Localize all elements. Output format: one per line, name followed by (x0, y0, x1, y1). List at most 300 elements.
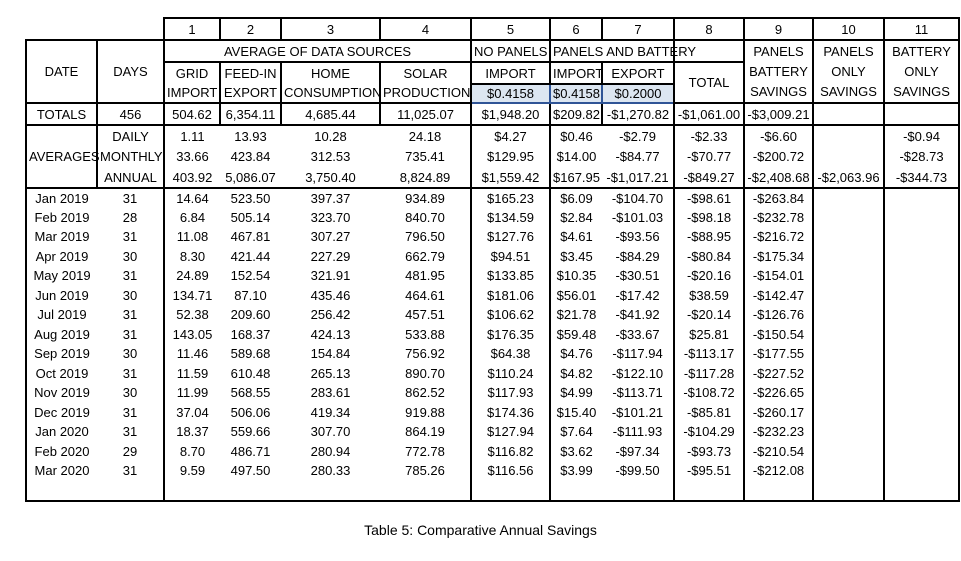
month-value-cell: -$85.81 (674, 403, 744, 423)
month-value-cell: $165.23 (471, 188, 550, 208)
month-value-cell: 87.10 (234, 287, 267, 303)
month-value-cell (884, 442, 959, 462)
month-row (26, 422, 959, 442)
averages-value: -$344.73 (884, 167, 959, 188)
month-value-cell: 424.13 (310, 326, 351, 342)
header-line: ONLY (904, 63, 939, 79)
month-value-cell: 9.59 (179, 463, 206, 479)
month-value-cell (884, 364, 959, 384)
month-row (26, 305, 959, 325)
month-value-cell: 421.44 (230, 248, 271, 264)
month-date-cell: Jul 2019 (26, 305, 97, 325)
totals-value: $1,948.20 (471, 103, 550, 125)
month-value-cell: $116.56 (471, 461, 550, 481)
header-line: SAVINGS (820, 83, 877, 99)
header-line: BATTERY (892, 43, 951, 59)
month-days-cell: 31 (97, 188, 164, 208)
month-value-cell: 934.89 (405, 190, 445, 206)
month-value-cell (813, 422, 884, 442)
month-value-cell: $21.78 (550, 305, 602, 325)
averages-value: 403.92 (164, 167, 220, 188)
month-value-cell: 256.42 (310, 307, 351, 323)
month-value-cell: -$117.94 (612, 346, 663, 362)
month-value-cell: $64.38 (471, 344, 550, 364)
averages-value: 33.66 (176, 149, 209, 164)
month-value-cell: -$97.34 (615, 443, 660, 459)
month-value-cell: $10.35 (550, 266, 602, 286)
month-row (26, 266, 959, 286)
month-value-cell: 862.52 (405, 385, 445, 401)
month-value-cell: -$263.84 (744, 188, 813, 208)
month-value-cell: 506.06 (230, 404, 271, 420)
month-value-cell: 486.71 (230, 443, 271, 459)
header-pb-import: IMPORT (550, 62, 602, 84)
month-value-cell (813, 286, 884, 306)
month-value-cell (884, 344, 959, 364)
header-line: SAVINGS (893, 83, 950, 99)
averages-value: 312.53 (310, 149, 351, 164)
totals-label: TOTALS (26, 103, 97, 125)
header-days: DAYS (97, 40, 164, 103)
col-number-11: 11 (884, 18, 959, 40)
averages-period: ANNUAL (97, 167, 164, 188)
month-row (26, 188, 959, 208)
month-value-cell (884, 325, 959, 345)
averages-value: $0.46 (550, 125, 602, 146)
month-value-cell: $3.62 (550, 442, 602, 462)
month-value-cell: -$93.56 (615, 229, 660, 245)
month-date-cell: Mar 2020 (26, 461, 97, 481)
rate-no-panels-import: $0.4158 (471, 84, 550, 103)
month-value-cell: 265.13 (310, 365, 351, 381)
month-value-cell: -$177.55 (744, 344, 813, 364)
month-value-cell: 610.48 (230, 365, 271, 381)
col-number-10: 10 (813, 18, 884, 40)
month-value-cell: 321.91 (310, 268, 351, 284)
month-date-cell: Aug 2019 (26, 325, 97, 345)
month-value-cell (884, 266, 959, 286)
month-date-cell: Dec 2019 (26, 403, 97, 423)
averages-label: AVERAGES (26, 125, 97, 188)
header-home-consumption (281, 62, 380, 103)
month-value-cell: 11.99 (176, 385, 209, 401)
month-value-cell: -$216.72 (744, 227, 813, 247)
month-value-cell (884, 383, 959, 403)
month-value-cell: $106.62 (471, 305, 550, 325)
month-value-cell: 559.66 (230, 424, 271, 440)
month-value-cell: -$113.17 (674, 344, 744, 364)
header-group-average-of-data-sources: AVERAGE OF DATA SOURCES (164, 40, 471, 62)
month-value-cell: $2.84 (550, 208, 602, 228)
month-value-cell (884, 286, 959, 306)
totals-value: $209.82 (550, 103, 602, 125)
totals-row (26, 103, 959, 125)
month-date-cell: Feb 2020 (26, 442, 97, 462)
month-value-cell: 24.89 (176, 268, 209, 284)
averages-value: -$2,063.96 (813, 167, 884, 188)
averages-annual-row (26, 167, 959, 188)
header-line: PANELS (823, 43, 874, 59)
empty-cell (884, 481, 959, 501)
month-value-cell: -$30.51 (615, 268, 660, 284)
table-caption: Table 5: Comparative Annual Savings (364, 522, 597, 538)
empty-cell (602, 481, 674, 501)
empty-cell (220, 481, 281, 501)
corner-blank (97, 18, 164, 40)
month-days-cell: 31 (97, 364, 164, 384)
header-line: SOLAR (403, 65, 448, 81)
month-date-cell: Nov 2019 (26, 383, 97, 403)
month-days-cell: 31 (97, 227, 164, 247)
averages-value: -$28.73 (884, 146, 959, 167)
month-value-cell: $38.59 (674, 286, 744, 306)
month-value-cell: 772.78 (405, 443, 445, 459)
month-value-cell: 168.37 (230, 326, 271, 342)
header-grid-import (164, 62, 220, 103)
totals-value: -$1,061.00 (674, 103, 744, 125)
month-value-cell: 11.59 (176, 365, 209, 381)
rate-pb-export: $0.2000 (602, 84, 674, 103)
month-value-cell: -$99.50 (615, 463, 660, 479)
month-value-cell: -$20.14 (674, 305, 744, 325)
header-line: FEED-IN (224, 65, 277, 81)
month-value-cell (813, 344, 884, 364)
averages-value: -$200.72 (744, 146, 813, 167)
month-value-cell: -$227.52 (744, 364, 813, 384)
averages-value: $1,559.42 (471, 167, 550, 188)
month-value-cell: 785.26 (405, 463, 445, 479)
totals-value: 4,685.44 (281, 103, 380, 125)
header-line: BATTERY (749, 63, 808, 79)
month-value-cell: $127.76 (471, 227, 550, 247)
month-value-cell: $181.06 (471, 286, 550, 306)
empty-bottom-row (26, 481, 959, 501)
month-value-cell: 52.38 (176, 307, 209, 323)
group-header-row (26, 40, 959, 62)
month-value-cell (884, 305, 959, 325)
header-group-panels-and-battery: PANELS AND BATTERY (550, 40, 674, 62)
month-value-cell: $110.24 (471, 364, 550, 384)
month-value-cell: $56.01 (550, 286, 602, 306)
rate-pb-import: $0.4158 (550, 84, 602, 103)
month-value-cell: $134.59 (471, 208, 550, 228)
averages-period: DAILY (97, 125, 164, 146)
month-row (26, 247, 959, 267)
month-row (26, 442, 959, 462)
month-value-cell (884, 227, 959, 247)
month-date-cell: Sep 2019 (26, 344, 97, 364)
month-days-cell: 31 (97, 461, 164, 481)
header-group-no-panels: NO PANELS (471, 40, 550, 62)
month-days-cell: 29 (97, 442, 164, 462)
month-value-cell: 280.94 (310, 443, 351, 459)
empty-cell (380, 481, 471, 501)
empty-cell (164, 481, 220, 501)
month-value-cell: $174.36 (471, 403, 550, 423)
month-value-cell: $4.76 (550, 344, 602, 364)
averages-value: $4.27 (471, 125, 550, 146)
month-row (26, 461, 959, 481)
month-value-cell (813, 227, 884, 247)
header-total: TOTAL (674, 62, 744, 103)
averages-value: 24.18 (408, 128, 442, 144)
month-value-cell: -$84.29 (615, 248, 660, 264)
month-days-cell: 31 (97, 403, 164, 423)
month-row (26, 227, 959, 247)
month-value-cell: -$41.92 (615, 307, 660, 323)
month-days-cell: 31 (97, 305, 164, 325)
month-value-cell: 283.61 (310, 385, 351, 401)
month-row (26, 403, 959, 423)
month-value-cell: -$175.34 (744, 247, 813, 267)
month-value-cell: $3.99 (550, 461, 602, 481)
month-value-cell: 464.61 (405, 287, 445, 303)
averages-value: 5,086.07 (220, 167, 281, 188)
month-value-cell: -$150.54 (744, 325, 813, 345)
month-value-cell (813, 461, 884, 481)
month-value-cell: 589.68 (230, 346, 271, 362)
totals-value: 11,025.07 (380, 103, 471, 125)
month-row (26, 344, 959, 364)
month-value-cell: -$80.84 (674, 247, 744, 267)
month-value-cell: 11.08 (176, 229, 209, 245)
empty-cell (281, 481, 380, 501)
month-date-cell: Jun 2019 (26, 286, 97, 306)
month-value-cell (813, 403, 884, 423)
month-value-cell: 307.27 (310, 229, 351, 245)
month-row (26, 286, 959, 306)
month-value-cell: 8.70 (179, 443, 206, 459)
empty-cell (674, 481, 744, 501)
header-pb-export: EXPORT (602, 62, 674, 84)
month-value-cell: $116.82 (471, 442, 550, 462)
header-no-panels-import: IMPORT (471, 62, 550, 84)
month-value-cell: 18.37 (176, 424, 209, 440)
month-value-cell: $127.94 (471, 422, 550, 442)
col-number-7: 7 (602, 18, 674, 40)
month-days-cell: 31 (97, 325, 164, 345)
header-line: CONSUMPTION (284, 84, 382, 100)
month-value-cell: -$142.47 (744, 286, 813, 306)
month-value-cell: -$101.03 (611, 209, 664, 225)
month-value-cell: 919.88 (405, 404, 445, 420)
averages-daily-row (26, 125, 959, 146)
month-value-cell: 397.37 (310, 190, 351, 206)
averages-value: -$2,408.68 (744, 167, 813, 188)
averages-value: -$849.27 (674, 167, 744, 188)
col-number-4: 4 (380, 18, 471, 40)
averages-value: -$84.77 (615, 149, 660, 164)
month-value-cell: -$122.10 (611, 365, 664, 381)
averages-value: 3,750.40 (281, 167, 380, 188)
header-line: ONLY (831, 63, 866, 79)
month-value-cell (813, 247, 884, 267)
month-value-cell: $133.85 (471, 266, 550, 286)
header-panels-battery-savings (744, 40, 813, 103)
averages-value: -$1,017.21 (602, 167, 674, 188)
month-value-cell: 840.70 (405, 209, 445, 225)
month-date-cell: Jan 2020 (26, 422, 97, 442)
month-value-cell: -$117.28 (674, 364, 744, 384)
totals-value: -$1,270.82 (602, 103, 674, 125)
month-date-cell: Feb 2019 (26, 208, 97, 228)
month-value-cell (884, 208, 959, 228)
averages-value: -$6.60 (744, 125, 813, 146)
averages-value: 10.28 (314, 128, 347, 144)
averages-value: 423.84 (230, 149, 271, 164)
month-value-cell: 890.70 (405, 365, 445, 381)
month-value-cell: -$33.67 (615, 326, 660, 342)
month-row (26, 364, 959, 384)
month-value-cell: -$95.51 (674, 461, 744, 481)
month-value-cell: 11.46 (176, 346, 209, 362)
month-value-cell: 481.95 (405, 268, 445, 284)
month-days-cell: 30 (97, 247, 164, 267)
averages-value: -$70.77 (674, 146, 744, 167)
month-value-cell: 8.30 (179, 248, 206, 264)
month-value-cell: -$104.29 (674, 422, 744, 442)
month-value-cell (813, 442, 884, 462)
averages-value: 1.11 (180, 128, 205, 144)
month-value-cell: $3.45 (550, 247, 602, 267)
averages-value (813, 125, 884, 146)
totals-value: -$3,009.21 (744, 103, 813, 125)
month-value-cell: $4.82 (550, 364, 602, 384)
month-value-cell (884, 461, 959, 481)
month-value-cell: 523.50 (230, 190, 271, 206)
totals-value (884, 103, 959, 125)
month-value-cell: 227.29 (310, 248, 351, 264)
averages-value (813, 146, 884, 167)
month-value-cell: -$17.42 (615, 287, 660, 303)
month-value-cell: 6.84 (179, 209, 206, 225)
averages-value: $129.95 (471, 146, 550, 167)
averages-value: -$0.94 (884, 125, 959, 146)
month-value-cell: -$93.73 (674, 442, 744, 462)
month-value-cell (813, 383, 884, 403)
empty-cell (550, 481, 602, 501)
header-line: SAVINGS (750, 83, 807, 99)
header-panels-only-savings (813, 40, 884, 103)
month-value-cell: 796.50 (405, 229, 445, 245)
month-value-cell: -$98.61 (674, 188, 744, 208)
header-line: PRODUCTION (383, 84, 471, 100)
empty-cell (744, 481, 813, 501)
month-date-cell: Jan 2019 (26, 188, 97, 208)
empty-cell (813, 481, 884, 501)
month-value-cell: 154.84 (310, 346, 351, 362)
header-line: GRID (175, 65, 209, 81)
month-value-cell: -$20.16 (674, 266, 744, 286)
month-value-cell: -$108.72 (674, 383, 744, 403)
month-row (26, 325, 959, 345)
month-value-cell (884, 188, 959, 208)
month-value-cell: 209.60 (230, 307, 271, 323)
month-days-cell: 30 (97, 344, 164, 364)
month-date-cell: Mar 2019 (26, 227, 97, 247)
header-feed-in-export (220, 62, 281, 103)
month-value-cell: 533.88 (405, 326, 445, 342)
averages-value: $14.00 (550, 146, 602, 167)
corner-blank (26, 18, 97, 40)
header-line: PANELS (753, 43, 804, 59)
month-value-cell: 662.79 (405, 248, 445, 264)
month-days-cell: 30 (97, 286, 164, 306)
month-days-cell: 30 (97, 383, 164, 403)
month-value-cell: 497.50 (230, 463, 271, 479)
col-number-6: 6 (550, 18, 602, 40)
month-value-cell (813, 305, 884, 325)
month-days-cell: 31 (97, 422, 164, 442)
month-value-cell: 143.05 (172, 326, 213, 342)
month-days-cell: 31 (97, 266, 164, 286)
comparative-savings-table (25, 17, 960, 502)
month-value-cell (884, 422, 959, 442)
averages-value: 8,824.89 (380, 167, 471, 188)
month-value-cell: 457.51 (405, 307, 445, 323)
month-value-cell: 419.34 (310, 404, 351, 420)
month-value-cell: 435.46 (310, 287, 351, 303)
header-date: DATE (26, 40, 97, 103)
month-value-cell (884, 247, 959, 267)
month-value-cell: -$212.08 (744, 461, 813, 481)
col-number-9: 9 (744, 18, 813, 40)
averages-monthly-row (26, 146, 959, 167)
month-value-cell: -$154.01 (744, 266, 813, 286)
month-value-cell: $6.09 (550, 188, 602, 208)
month-date-cell: May 2019 (26, 266, 97, 286)
header-line: EXPORT (223, 84, 278, 100)
month-value-cell: $15.40 (550, 403, 602, 423)
month-value-cell: -$88.95 (674, 227, 744, 247)
month-value-cell: -$113.71 (612, 385, 663, 401)
empty-cell (97, 481, 164, 501)
month-value-cell: -$226.65 (744, 383, 813, 403)
month-row (26, 208, 959, 228)
month-value-cell: 864.19 (405, 424, 445, 440)
month-value-cell: 307.70 (310, 424, 351, 440)
month-value-cell: $94.51 (471, 247, 550, 267)
header-solar-production (380, 62, 471, 103)
month-value-cell: 467.81 (230, 229, 271, 245)
averages-value: -$2.79 (619, 128, 656, 144)
month-value-cell (813, 325, 884, 345)
month-value-cell: 323.70 (310, 209, 351, 225)
month-date-cell: Oct 2019 (26, 364, 97, 384)
totals-value: 6,354.11 (220, 103, 281, 125)
totals-value: 504.62 (164, 103, 220, 125)
month-value-cell: 134.71 (172, 287, 213, 303)
month-value-cell: $7.64 (550, 422, 602, 442)
col-number-2: 2 (220, 18, 281, 40)
month-value-cell: -$260.17 (744, 403, 813, 423)
month-value-cell (884, 403, 959, 423)
col-number-5: 5 (471, 18, 550, 40)
month-value-cell: -$232.78 (744, 208, 813, 228)
month-value-cell: -$111.93 (612, 424, 663, 440)
month-value-cell: -$101.21 (611, 404, 664, 420)
header-battery-only-savings (884, 40, 959, 103)
month-date-cell: Apr 2019 (26, 247, 97, 267)
averages-value: $167.95 (550, 167, 602, 188)
totals-days: 456 (97, 103, 164, 125)
col-number-8: 8 (674, 18, 744, 40)
month-value-cell: -$210.54 (744, 442, 813, 462)
month-value-cell: $25.81 (674, 325, 744, 345)
month-value-cell: $59.48 (550, 325, 602, 345)
month-value-cell: $176.35 (471, 325, 550, 345)
month-value-cell (813, 208, 884, 228)
